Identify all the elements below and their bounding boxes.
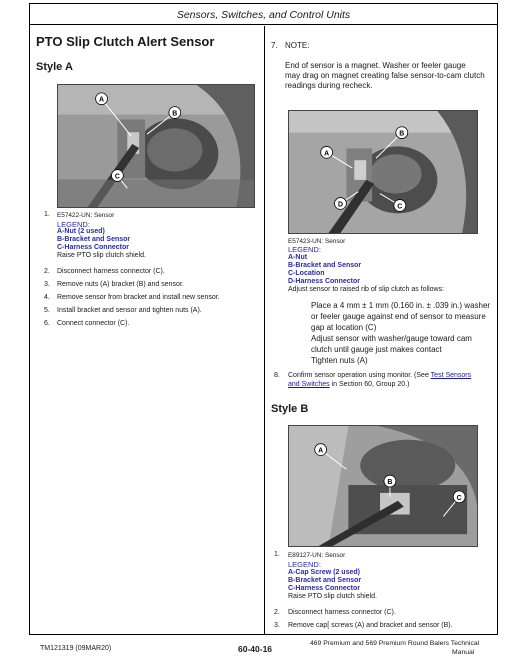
figure-id-a: E57422-UN: Sensor: [57, 212, 115, 219]
step-1b-text: Raise PTO slip clutch shield.: [288, 593, 377, 600]
step-8-text-cont: [288, 381, 409, 388]
step-7-number: 7.: [271, 41, 278, 50]
adjust-line: clutch until gauge just makes contact: [311, 345, 442, 354]
legend-adjust-item: C-Location: [288, 270, 325, 277]
callout-b: B: [387, 479, 393, 487]
legend-style-b-item: A-Cap Screw (2 used): [288, 569, 360, 576]
manual-title-line-1: 469 Premium and 569 Premium Round Balers Technical: [310, 640, 480, 647]
figure-id-adjust: E57423-UN: Sensor: [288, 238, 346, 245]
legend-adjust-item: A-Nut: [288, 254, 308, 261]
legend-a-item: B-Bracket and Sensor: [57, 236, 131, 243]
step-8-text-start: Confirm sensor operation using monitor. (See: [288, 372, 431, 379]
step-8-text: [288, 372, 471, 379]
manual-title-line-2: Manual: [452, 649, 475, 656]
note-line: readings during recheck.: [285, 81, 373, 90]
style-a-heading: Style A: [36, 61, 73, 73]
legend-adjust-item: D-Harness Connector: [288, 278, 360, 285]
callout-a: A: [324, 150, 330, 158]
style-b-heading: Style B: [271, 403, 309, 415]
note-line: End of sensor is a magnet. Washer or feeler gauge: [285, 61, 466, 70]
test-sensors-link[interactable]: and Switches: [288, 381, 330, 388]
callout-a: A: [318, 447, 324, 455]
step-text: Remove cap[ screws (A) and bracket and sensor (B).: [288, 622, 453, 629]
callout-d: D: [337, 201, 343, 209]
adjust-intro: Adjust sensor to raised rib of slip clutch as follows:: [288, 286, 445, 293]
step-text: Disconnect harness connector (C).: [288, 609, 396, 616]
step-number: 3.: [274, 622, 280, 629]
step-1-text: Raise PTO slip clutch shield.: [57, 252, 146, 259]
callout-b: B: [399, 130, 405, 138]
legend-style-b-item: B-Bracket and Sensor: [288, 577, 362, 584]
page-title: PTO Slip Clutch Alert Sensor: [36, 34, 215, 49]
legend-label-adjust: LEGEND:: [288, 245, 321, 254]
step-8-text-end: in Section 60, Group 20.): [329, 381, 410, 388]
callout-c: C: [114, 173, 120, 181]
test-sensors-link[interactable]: Test Sensors: [430, 372, 472, 379]
legend-label-a: LEGEND:: [57, 220, 90, 229]
figure-id-style-b: E89127-UN: Sensor: [288, 552, 346, 559]
step-8-number: 8.: [274, 372, 280, 379]
step-text: Connect connector (C).: [57, 320, 130, 327]
legend-label-style-b: LEGEND:: [288, 560, 321, 569]
document-id: TM121319 (09MAR20): [40, 645, 112, 652]
sensor-photo-adjust: [288, 110, 478, 234]
adjust-line: Place a 4 mm ± 1 mm (0.160 in. ± .039 in.) washer: [311, 301, 491, 310]
callout-b: B: [172, 110, 178, 118]
step-number: 6.: [44, 320, 50, 327]
section-header: Sensors, Switches, and Control Units: [29, 3, 498, 25]
adjust-line: Adjust sensor with washer/gauge toward cam: [311, 334, 472, 343]
step-1-number: 1.: [44, 211, 50, 218]
step-text: Remove sensor from bracket and install new sensor.: [57, 294, 220, 301]
sensor-photo-style-a: [57, 84, 255, 208]
step-number: 4.: [44, 294, 50, 301]
adjust-line: gap at location (C): [311, 323, 377, 332]
step-number: 2.: [274, 609, 280, 616]
step-number: 3.: [44, 281, 50, 288]
step-number: 5.: [44, 307, 50, 314]
legend-adjust-item: B-Bracket and Sensor: [288, 262, 362, 269]
step-number: 2.: [44, 268, 50, 275]
legend-a-item: A-Nut (2 used): [57, 228, 105, 235]
column-divider: [264, 26, 265, 635]
step-text: Disconnect harness connector (C).: [57, 268, 165, 275]
legend-a-item: C-Harness Connector: [57, 244, 129, 251]
adjust-line: Tighten nuts (A): [311, 356, 368, 365]
note-label: NOTE:: [285, 41, 310, 50]
note-line: may drag on magnet creating false sensor-to-cam clutch: [285, 71, 485, 80]
step-text: Remove nuts (A) bracket (B) and sensor.: [57, 281, 184, 288]
adjust-line: or feeler gauge against end of sensor to measure: [311, 312, 486, 321]
callout-a: A: [99, 96, 105, 104]
step-1b-number: 1.: [274, 551, 280, 558]
callout-c: C: [397, 203, 403, 211]
legend-style-b-item: C-Harness Connector: [288, 585, 360, 592]
callout-c: C: [456, 494, 462, 502]
page-number: 60-40-16: [238, 644, 273, 654]
step-text: Install bracket and sensor and tighten nuts (A).: [57, 307, 202, 314]
sensor-photo-style-b: [288, 425, 478, 547]
